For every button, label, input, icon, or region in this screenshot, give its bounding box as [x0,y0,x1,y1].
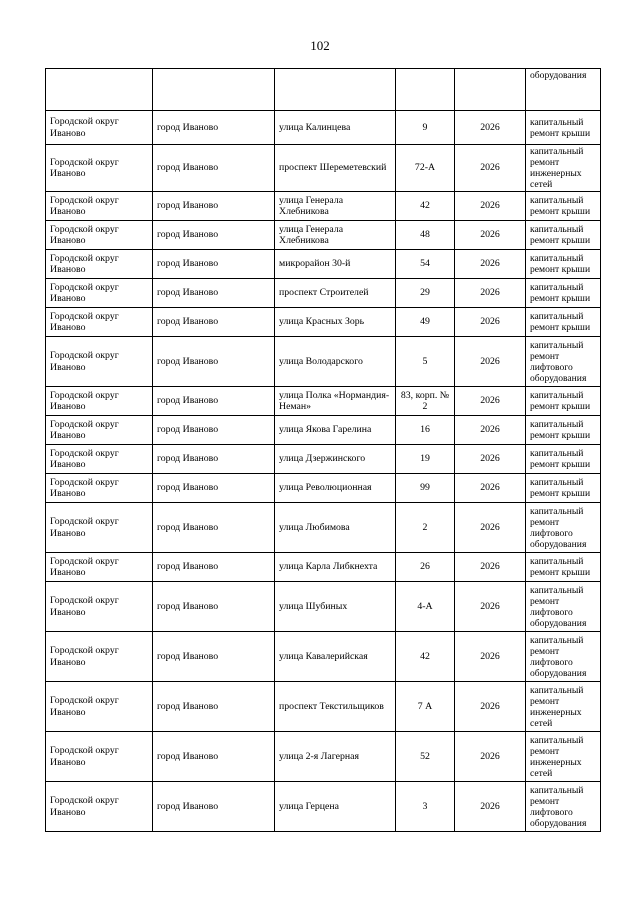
city-cell: город Иваново [153,553,275,582]
work-cell: капитальный ремонт крыши [526,192,601,221]
table-row [46,221,601,250]
house-cell: 4-А [396,582,455,632]
street-cell: улица Дзержинского [275,445,396,474]
street-cell: улица Любимова [275,503,396,553]
house-cell: 29 [396,279,455,308]
street-cell: улица Якова Гарелина [275,416,396,445]
city-cell: город Иваново [153,111,275,145]
year-cell: 2026 [455,582,526,632]
house-cell: 16 [396,416,455,445]
table-row [46,337,601,387]
street-cell: улица Полка «Нормандия-Неман» [275,387,396,416]
house-cell: 3 [396,782,455,832]
year-cell: 2026 [455,632,526,682]
house-cell: 72-А [396,145,455,192]
table-row [46,387,601,416]
table-body [46,69,601,832]
table-row [46,582,601,632]
work-cell: капитальный ремонт инженерных сетей [526,732,601,782]
year-cell: 2026 [455,337,526,387]
street-cell: улица Карла Либкнехта [275,553,396,582]
year-cell [455,69,526,111]
city-cell: город Иваново [153,445,275,474]
work-cell: капитальный ремонт крыши [526,250,601,279]
table-row [46,192,601,221]
city-cell: город Иваново [153,503,275,553]
district-cell: Городской округ Иваново [46,308,153,337]
city-cell: город Иваново [153,145,275,192]
district-cell [46,69,153,111]
year-cell: 2026 [455,111,526,145]
district-cell: Городской округ Иваново [46,682,153,732]
year-cell: 2026 [455,250,526,279]
house-cell: 48 [396,221,455,250]
district-cell: Городской округ Иваново [46,632,153,682]
year-cell: 2026 [455,732,526,782]
city-cell: город Иваново [153,308,275,337]
district-cell: Городской округ Иваново [46,503,153,553]
street-cell: улица 2-я Лагерная [275,732,396,782]
table-row [46,553,601,582]
street-cell: улица Герцена [275,782,396,832]
district-cell: Городской округ Иваново [46,111,153,145]
street-cell: улица Шубиных [275,582,396,632]
city-cell: город Иваново [153,632,275,682]
house-cell: 99 [396,474,455,503]
house-cell: 9 [396,111,455,145]
page-number: 102 [310,38,330,53]
year-cell: 2026 [455,416,526,445]
street-cell: улица Красных Зорь [275,308,396,337]
house-cell: 42 [396,192,455,221]
table-row [46,474,601,503]
work-cell: капитальный ремонт инженерных сетей [526,145,601,192]
district-cell: Городской округ Иваново [46,279,153,308]
work-cell: капитальный ремонт лифтового оборудования [526,337,601,387]
work-cell: капитальный ремонт крыши [526,553,601,582]
city-cell: город Иваново [153,782,275,832]
year-cell: 2026 [455,221,526,250]
street-cell: проспект Строителей [275,279,396,308]
house-cell: 19 [396,445,455,474]
work-cell: капитальный ремонт крыши [526,111,601,145]
street-cell: улица Генерала Хлебникова [275,221,396,250]
city-cell: город Иваново [153,279,275,308]
district-cell: Городской округ Иваново [46,416,153,445]
work-cell: капитальный ремонт крыши [526,308,601,337]
city-cell [153,69,275,111]
year-cell: 2026 [455,474,526,503]
street-cell: улица Калинцева [275,111,396,145]
table-row [46,279,601,308]
work-cell: капитальный ремонт лифтового оборудования [526,632,601,682]
district-cell: Городской округ Иваново [46,445,153,474]
repair-registry-table [45,68,601,832]
district-cell: Городской округ Иваново [46,782,153,832]
work-cell: капитальный ремонт крыши [526,387,601,416]
year-cell: 2026 [455,445,526,474]
district-cell: Городской округ Иваново [46,387,153,416]
table-row [46,782,601,832]
work-cell: капитальный ремонт лифтового оборудования [526,582,601,632]
city-cell: город Иваново [153,337,275,387]
house-cell: 49 [396,308,455,337]
work-cell: капитальный ремонт лифтового оборудования [526,503,601,553]
work-cell: капитальный ремонт крыши [526,474,601,503]
table-row [46,682,601,732]
house-cell: 83, корп. № 2 [396,387,455,416]
street-cell [275,69,396,111]
work-cell: оборудования [526,69,601,111]
street-cell: улица Генерала Хлебникова [275,192,396,221]
house-cell: 7 А [396,682,455,732]
house-cell: 5 [396,337,455,387]
district-cell: Городской округ Иваново [46,553,153,582]
street-cell: улица Володарского [275,337,396,387]
house-cell: 26 [396,553,455,582]
work-cell: капитальный ремонт инженерных сетей [526,682,601,732]
work-cell: капитальный ремонт крыши [526,279,601,308]
street-cell: улица Революционная [275,474,396,503]
table-row [46,732,601,782]
district-cell: Городской округ Иваново [46,192,153,221]
table-row [46,632,601,682]
house-cell: 2 [396,503,455,553]
year-cell: 2026 [455,682,526,732]
table-row [46,145,601,192]
table-row [46,503,601,553]
house-cell: 52 [396,732,455,782]
city-cell: город Иваново [153,250,275,279]
table-row [46,111,601,145]
year-cell: 2026 [455,553,526,582]
street-cell: проспект Текстильщиков [275,682,396,732]
district-cell: Городской округ Иваново [46,337,153,387]
year-cell: 2026 [455,503,526,553]
house-cell: 54 [396,250,455,279]
district-cell: Городской округ Иваново [46,221,153,250]
year-cell: 2026 [455,192,526,221]
street-cell: проспект Шереметевский [275,145,396,192]
year-cell: 2026 [455,387,526,416]
street-cell: улица Кавалерийская [275,632,396,682]
year-cell: 2026 [455,308,526,337]
continuation-row [46,69,601,111]
city-cell: город Иваново [153,582,275,632]
city-cell: город Иваново [153,416,275,445]
city-cell: город Иваново [153,192,275,221]
year-cell: 2026 [455,782,526,832]
street-cell: микрорайон 30-й [275,250,396,279]
table-row [46,250,601,279]
year-cell: 2026 [455,145,526,192]
city-cell: город Иваново [153,682,275,732]
district-cell: Городской округ Иваново [46,474,153,503]
house-cell: 42 [396,632,455,682]
work-cell: капитальный ремонт крыши [526,221,601,250]
work-cell: капитальный ремонт лифтового оборудования [526,782,601,832]
table-row [46,416,601,445]
table-row [46,308,601,337]
district-cell: Городской округ Иваново [46,145,153,192]
district-cell: Городской округ Иваново [46,732,153,782]
city-cell: город Иваново [153,474,275,503]
city-cell: город Иваново [153,732,275,782]
house-cell [396,69,455,111]
city-cell: город Иваново [153,387,275,416]
work-cell: капитальный ремонт крыши [526,445,601,474]
table-row [46,445,601,474]
district-cell: Городской округ Иваново [46,582,153,632]
work-cell: капитальный ремонт крыши [526,416,601,445]
year-cell: 2026 [455,279,526,308]
city-cell: город Иваново [153,221,275,250]
district-cell: Городской округ Иваново [46,250,153,279]
